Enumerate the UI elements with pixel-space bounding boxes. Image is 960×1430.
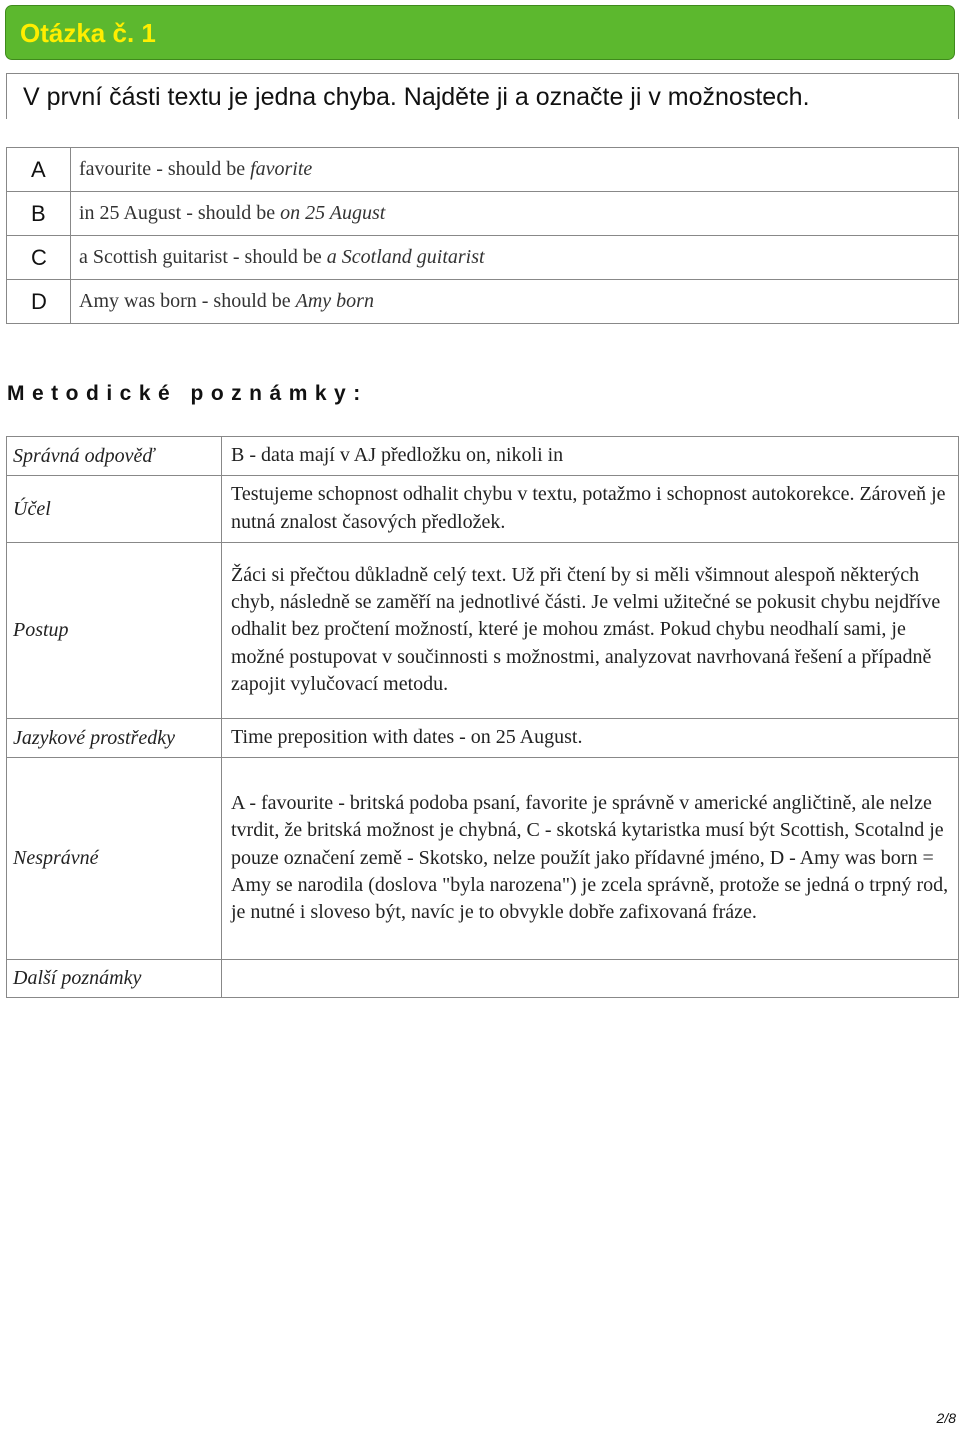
option-text: favourite - should be favorite xyxy=(71,148,959,192)
notes-value: A - favourite - britská podoba psaní, favorite je správně v americké angličtině, ale nelze tvrdit, že britská možnost je chybná, C - skotská kytaristka musí být Scottish, Scotalnd je pouze označení země - Skotsko, nelze použít jako přídavné jméno, D - Amy was born = Amy se narodila (doslova "byla narozena") je zcela správně, protože se jedná o trpný rod, je nutné i sloveso být, navíc je to obvykle dobře zafixovaná fráze. xyxy=(222,758,959,960)
option-text: in 25 August - should be on 25 August xyxy=(71,192,959,236)
notes-value: Testujeme schopnost odhalit chybu v textu, potažmo i schopnost autokorekce. Zároveň je nutná znalost časových předložek. xyxy=(222,476,959,543)
notes-value xyxy=(222,960,959,998)
notes-row-language-means xyxy=(7,718,959,757)
notes-label: Další poznámky xyxy=(7,960,222,998)
option-letter: B xyxy=(7,192,71,236)
notes-label: Účel xyxy=(7,476,222,543)
option-text: a Scottish guitarist - should be a Scotland guitarist xyxy=(71,236,959,280)
notes-label: Postup xyxy=(7,542,222,718)
answer-option-c[interactable] xyxy=(7,236,959,280)
notes-label: Jazykové prostředky xyxy=(7,718,222,757)
notes-row-correct-answer xyxy=(7,437,959,476)
question-header xyxy=(5,5,955,60)
question-instruction-box xyxy=(6,73,959,119)
page-number: 2/8 xyxy=(936,1410,956,1426)
methodical-notes-table xyxy=(6,436,959,998)
option-letter: A xyxy=(7,148,71,192)
notes-label: Nesprávné xyxy=(7,758,222,960)
notes-value: Time preposition with dates - on 25 August. xyxy=(222,718,959,757)
question-title: Otázka č. 1 xyxy=(20,18,156,48)
notes-row-procedure xyxy=(7,542,959,718)
option-letter: C xyxy=(7,236,71,280)
answer-options-table xyxy=(6,147,959,324)
option-letter: D xyxy=(7,280,71,324)
question-instruction: V první části textu je jedna chyba. Najděte ji a označte ji v možnostech. xyxy=(23,83,810,111)
notes-row-incorrect xyxy=(7,758,959,960)
option-text: Amy was born - should be Amy born xyxy=(71,280,959,324)
notes-label: Správná odpověď xyxy=(7,437,222,476)
notes-value: Žáci si přečtou důkladně celý text. Už při čtení by si měli všimnout alespoň některých chyb, následně se zaměří na jednotlivé části. Je velmi užitečné se pokusit chybu nejdříve odhalit bez pročtení možností, které je mohou zmást. Pokud chybu neodhalí sami, je možné postupovat v součinnosti s možnostmi, analyzovat navrhovaná řešení a případně zapojit vylučovací metodu. xyxy=(222,542,959,718)
answer-option-a[interactable] xyxy=(7,148,959,192)
notes-row-other xyxy=(7,960,959,998)
answer-option-b[interactable] xyxy=(7,192,959,236)
answer-option-d[interactable] xyxy=(7,280,959,324)
methodical-notes-heading: Metodické poznámky: xyxy=(7,382,368,405)
notes-value: B - data mají v AJ předložku on, nikoli in xyxy=(222,437,959,476)
notes-row-purpose xyxy=(7,476,959,543)
